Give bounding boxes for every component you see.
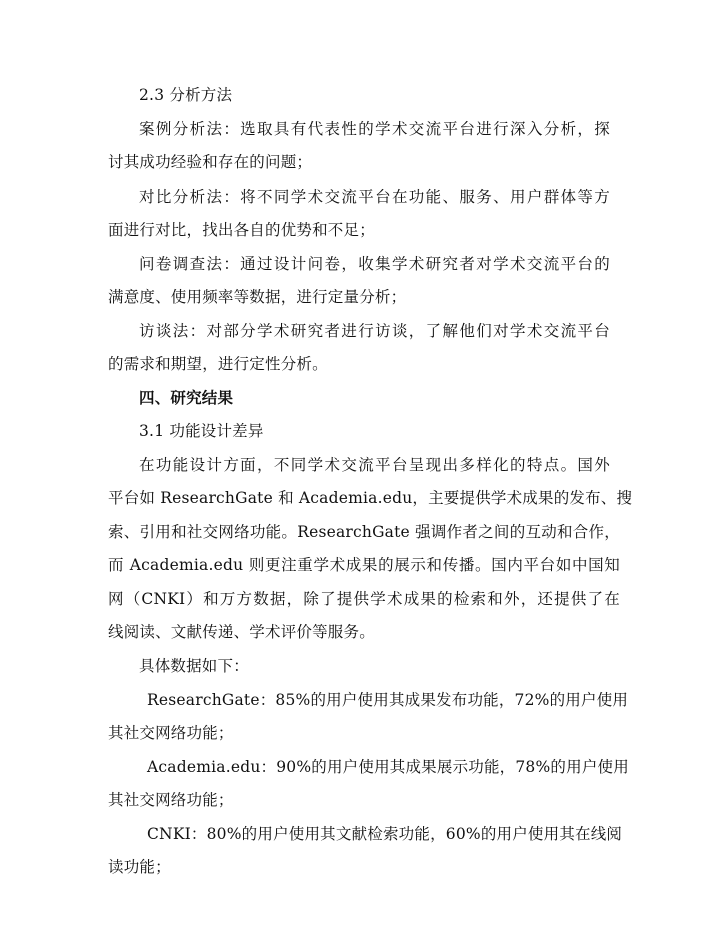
data-researchgate-line-1: ResearchGate：85%的用户使用其成果发布功能，72%的用户使用	[147, 691, 629, 709]
section-2-3-heading: 2.3 分析方法	[139, 86, 233, 104]
method-interview-line-2: 的需求和期望，进行定性分析。	[108, 355, 328, 373]
function-paragraph-line-4: 而 Academia.edu 则更注重学术成果的展示和传播。国内平台如中国知	[108, 556, 620, 574]
data-intro: 具体数据如下：	[139, 657, 249, 675]
method-comparison-line-2: 面进行对比，找出各自的优势和不足；	[108, 221, 375, 239]
function-paragraph-line-2: 平台如 ResearchGate 和 Academia.edu，主要提供学术成果的发布、搜	[108, 489, 633, 507]
function-paragraph-line-6: 线阅读、文献传递、学术评价等服务。	[108, 623, 375, 641]
method-questionnaire-line-2: 满意度、使用频率等数据，进行定量分析；	[108, 288, 407, 306]
method-questionnaire-line-1: 问卷调查法：通过设计问卷，收集学术研究者对学术交流平台的	[139, 255, 610, 273]
function-paragraph-line-1: 在功能设计方面，不同学术交流平台呈现出多样化的特点。国外	[139, 456, 610, 474]
function-paragraph-line-3: 索、引用和社交网络功能。ResearchGate 强调作者之间的互动和合作，	[108, 523, 620, 541]
method-case-analysis-line-2: 讨其成功经验和存在的问题；	[108, 153, 313, 171]
data-academia-line-1: Academia.edu：90%的用户使用其成果展示功能，78%的用户使用	[147, 758, 629, 776]
data-academia-line-2: 其社交网络功能；	[108, 791, 234, 809]
data-cnki-line-2: 读功能；	[108, 858, 171, 876]
function-paragraph-line-5: 网（CNKI）和万方数据，除了提供学术成果的检索和外，还提供了在	[108, 590, 620, 608]
method-comparison-line-1: 对比分析法：将不同学术交流平台在功能、服务、用户群体等方	[139, 188, 610, 206]
data-researchgate-line-2: 其社交网络功能；	[108, 724, 234, 742]
section-3-1-heading: 3.1 功能设计差异	[139, 422, 264, 440]
method-interview-line-1: 访谈法：对部分学术研究者进行访谈，了解他们对学术交流平台	[139, 322, 610, 340]
method-case-analysis-line-1: 案例分析法：选取具有代表性的学术交流平台进行深入分析，探	[139, 120, 610, 138]
data-cnki-line-1: CNKI：80%的用户使用其文献检索功能，60%的用户使用其在线阅	[147, 825, 623, 843]
section-4-heading: 四、研究结果	[139, 388, 234, 407]
